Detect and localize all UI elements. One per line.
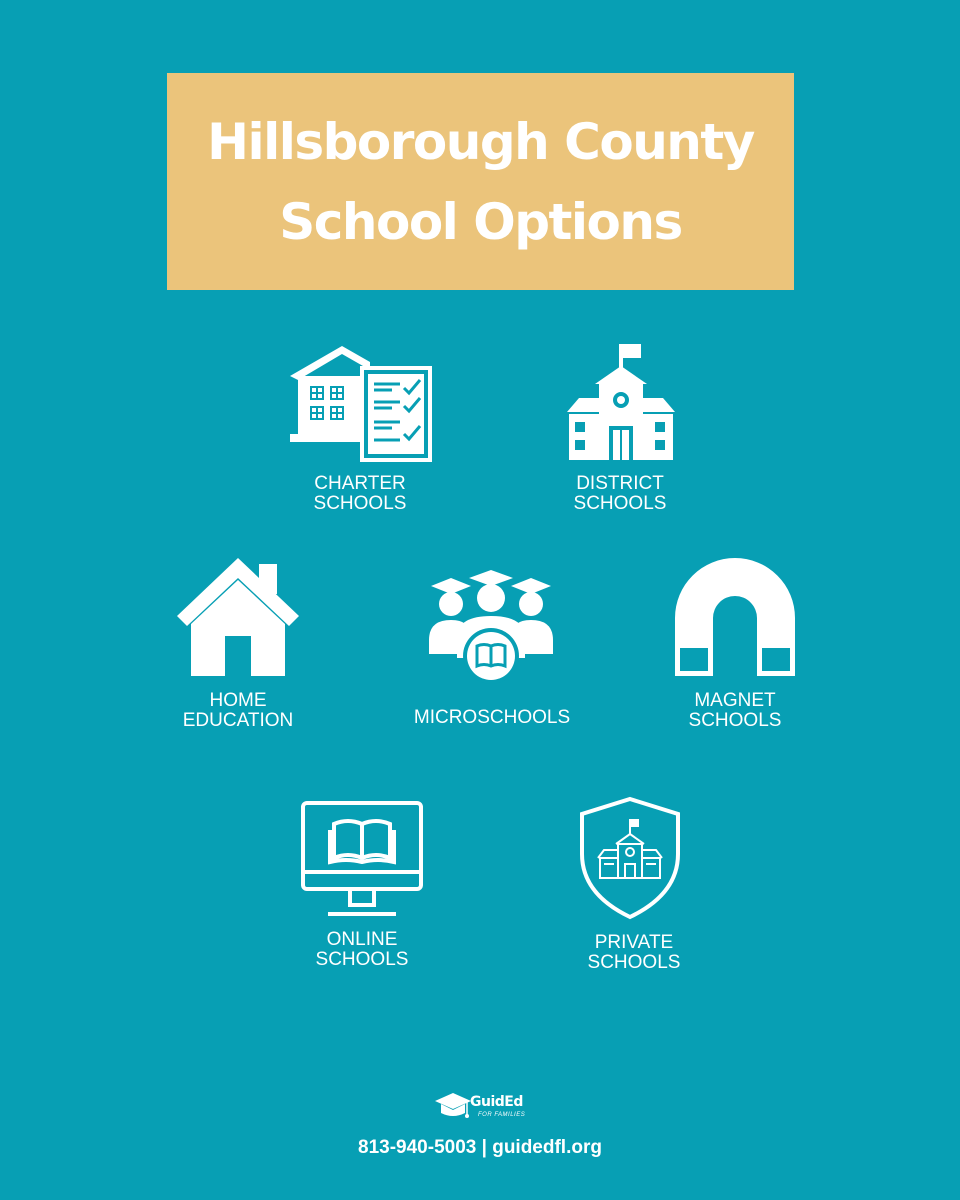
online-schools-label-2: SCHOOLS <box>315 949 409 970</box>
title-banner <box>167 73 794 290</box>
graduates-group-book-icon <box>427 568 555 686</box>
home-education-label-2: EDUCATION <box>182 710 294 731</box>
district-schools-label-2: SCHOOLS <box>573 493 667 514</box>
contact-info: 813-940-5003 | guidedfl.org <box>358 1137 602 1158</box>
page-title-line-1: Hillsborough County <box>207 112 754 171</box>
district-schools-label-1: DISTRICT <box>576 473 664 494</box>
microschools-label: MICROSCHOOLS <box>413 707 571 728</box>
magnet-schools-label-2: SCHOOLS <box>688 710 782 731</box>
graduation-cap-icon <box>433 1089 473 1125</box>
magnet-icon <box>675 558 795 678</box>
district-school-building-icon <box>565 342 675 462</box>
charter-schools-label-1: CHARTER <box>314 473 406 494</box>
charter-school-checklist-icon <box>288 342 434 464</box>
private-schools-label-1: PRIVATE <box>594 932 674 953</box>
logo-tagline: FOR FAMILIES <box>478 1112 526 1118</box>
home-education-label-1: HOME <box>209 690 267 711</box>
computer-monitor-book-icon <box>300 800 424 920</box>
magnet-schools-label-1: MAGNET <box>694 690 776 711</box>
charter-schools-label-2: SCHOOLS <box>313 493 407 514</box>
house-icon <box>177 558 299 678</box>
private-schools-label-2: SCHOOLS <box>587 952 681 973</box>
online-schools-label-1: ONLINE <box>326 929 398 950</box>
logo-name: GuidEd <box>470 1094 523 1110</box>
shield-school-icon <box>578 796 682 920</box>
page-title-line-2: School Options <box>279 192 682 251</box>
